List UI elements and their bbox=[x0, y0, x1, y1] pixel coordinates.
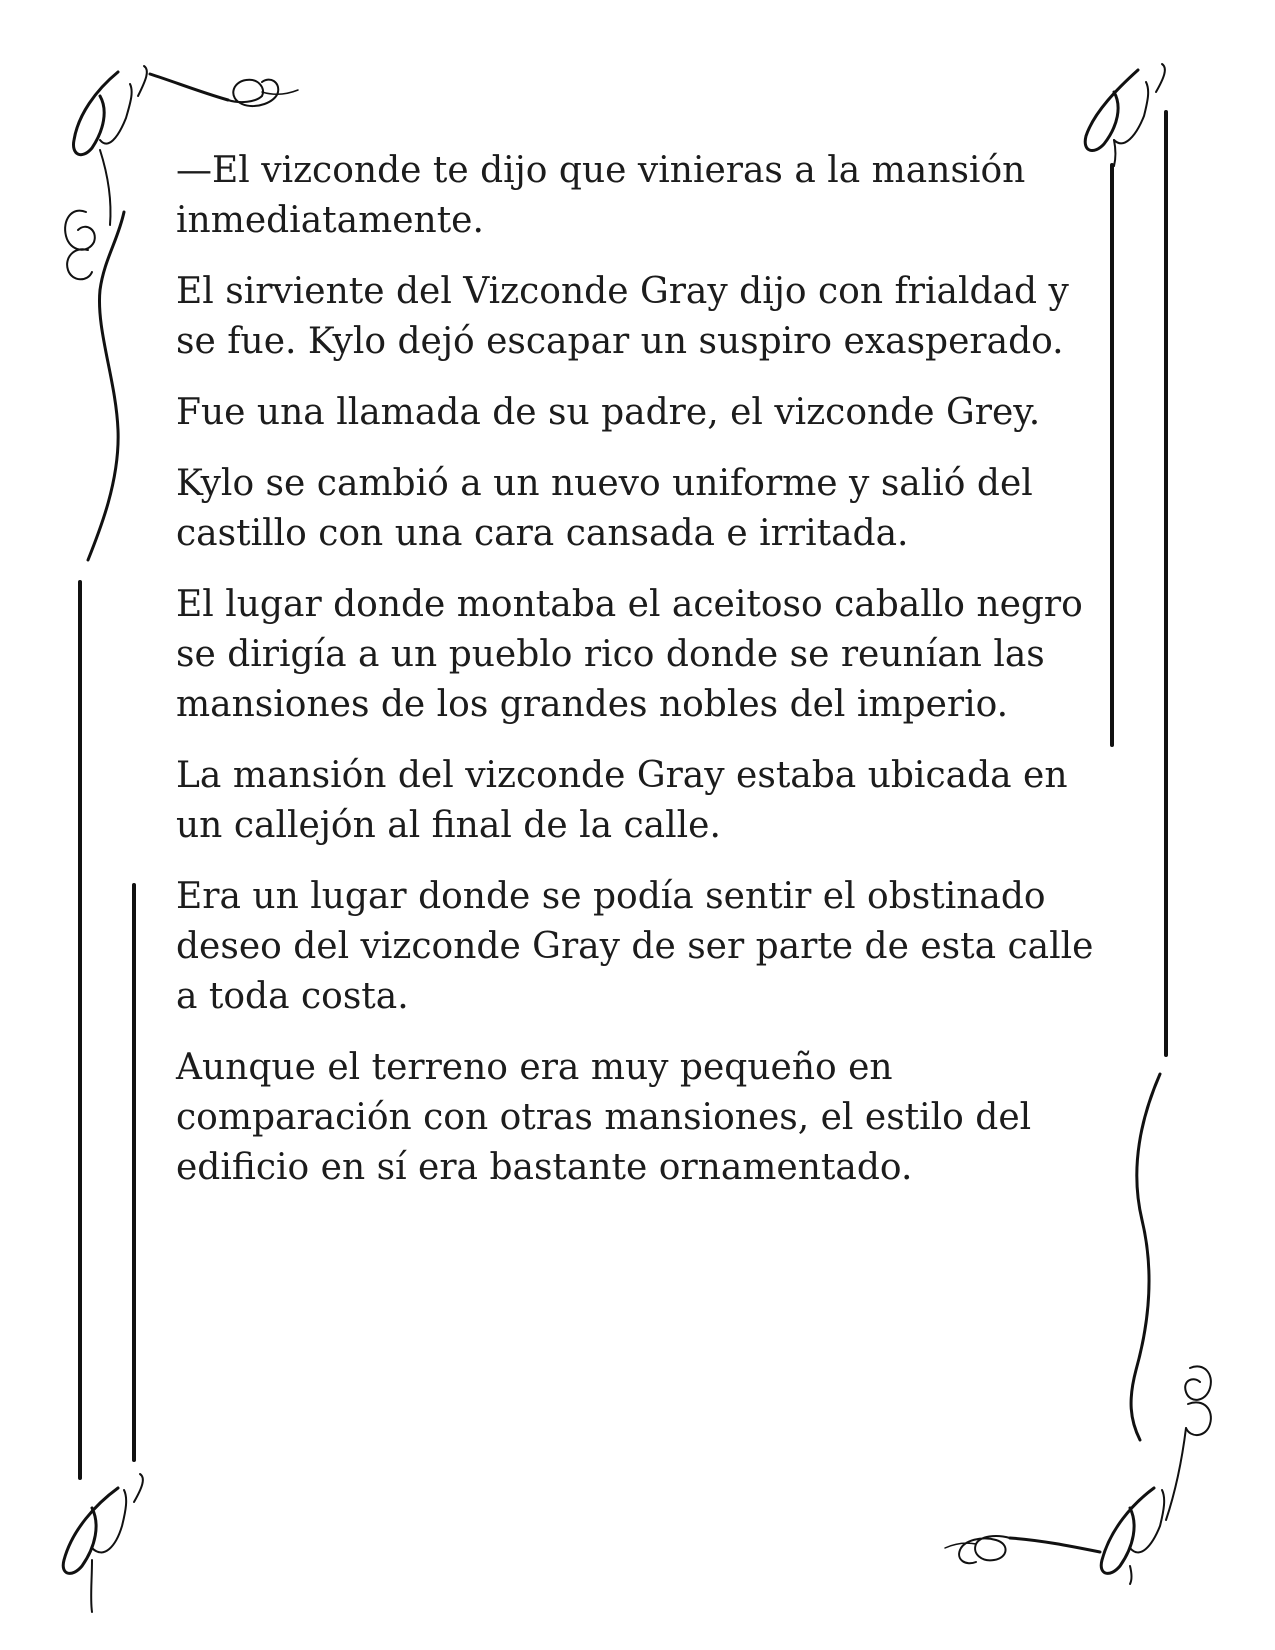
body-text bbox=[176, 146, 1096, 1214]
paragraph: La mansión del vizconde Gray estaba ubicada en un callejón al final de la calle. bbox=[176, 755, 1068, 846]
paragraph: El sirviente del Vizconde Gray dijo con frialdad y se fue. Kylo dejó escapar un suspiro exasperado. bbox=[176, 271, 1069, 362]
paragraph: Kylo se cambió a un nuevo uniforme y salió del castillo con una cara cansada e irritada. bbox=[176, 463, 1033, 554]
paragraph: Aunque el terreno era muy pequeño en comparación con otras mansiones, el estilo del edificio en sí era bastante ornamentado. bbox=[176, 1047, 1032, 1188]
top-right-flourish bbox=[1085, 64, 1165, 166]
paragraph: Fue una llamada de su padre, el vizconde Grey. bbox=[176, 392, 1041, 433]
paragraph: El lugar donde montaba el aceitoso caballo negro se dirigía a un pueblo rico donde se reunían las mansiones de los grandes nobles del imperio. bbox=[176, 584, 1083, 725]
bottom-left-flourish bbox=[63, 1474, 143, 1612]
paragraph: Era un lugar donde se podía sentir el obstinado deseo del vizconde Gray de ser parte de esta calle a toda costa. bbox=[176, 876, 1094, 1017]
paragraph: —El vizconde te dijo que vinieras a la mansión inmediatamente. bbox=[176, 150, 1026, 241]
